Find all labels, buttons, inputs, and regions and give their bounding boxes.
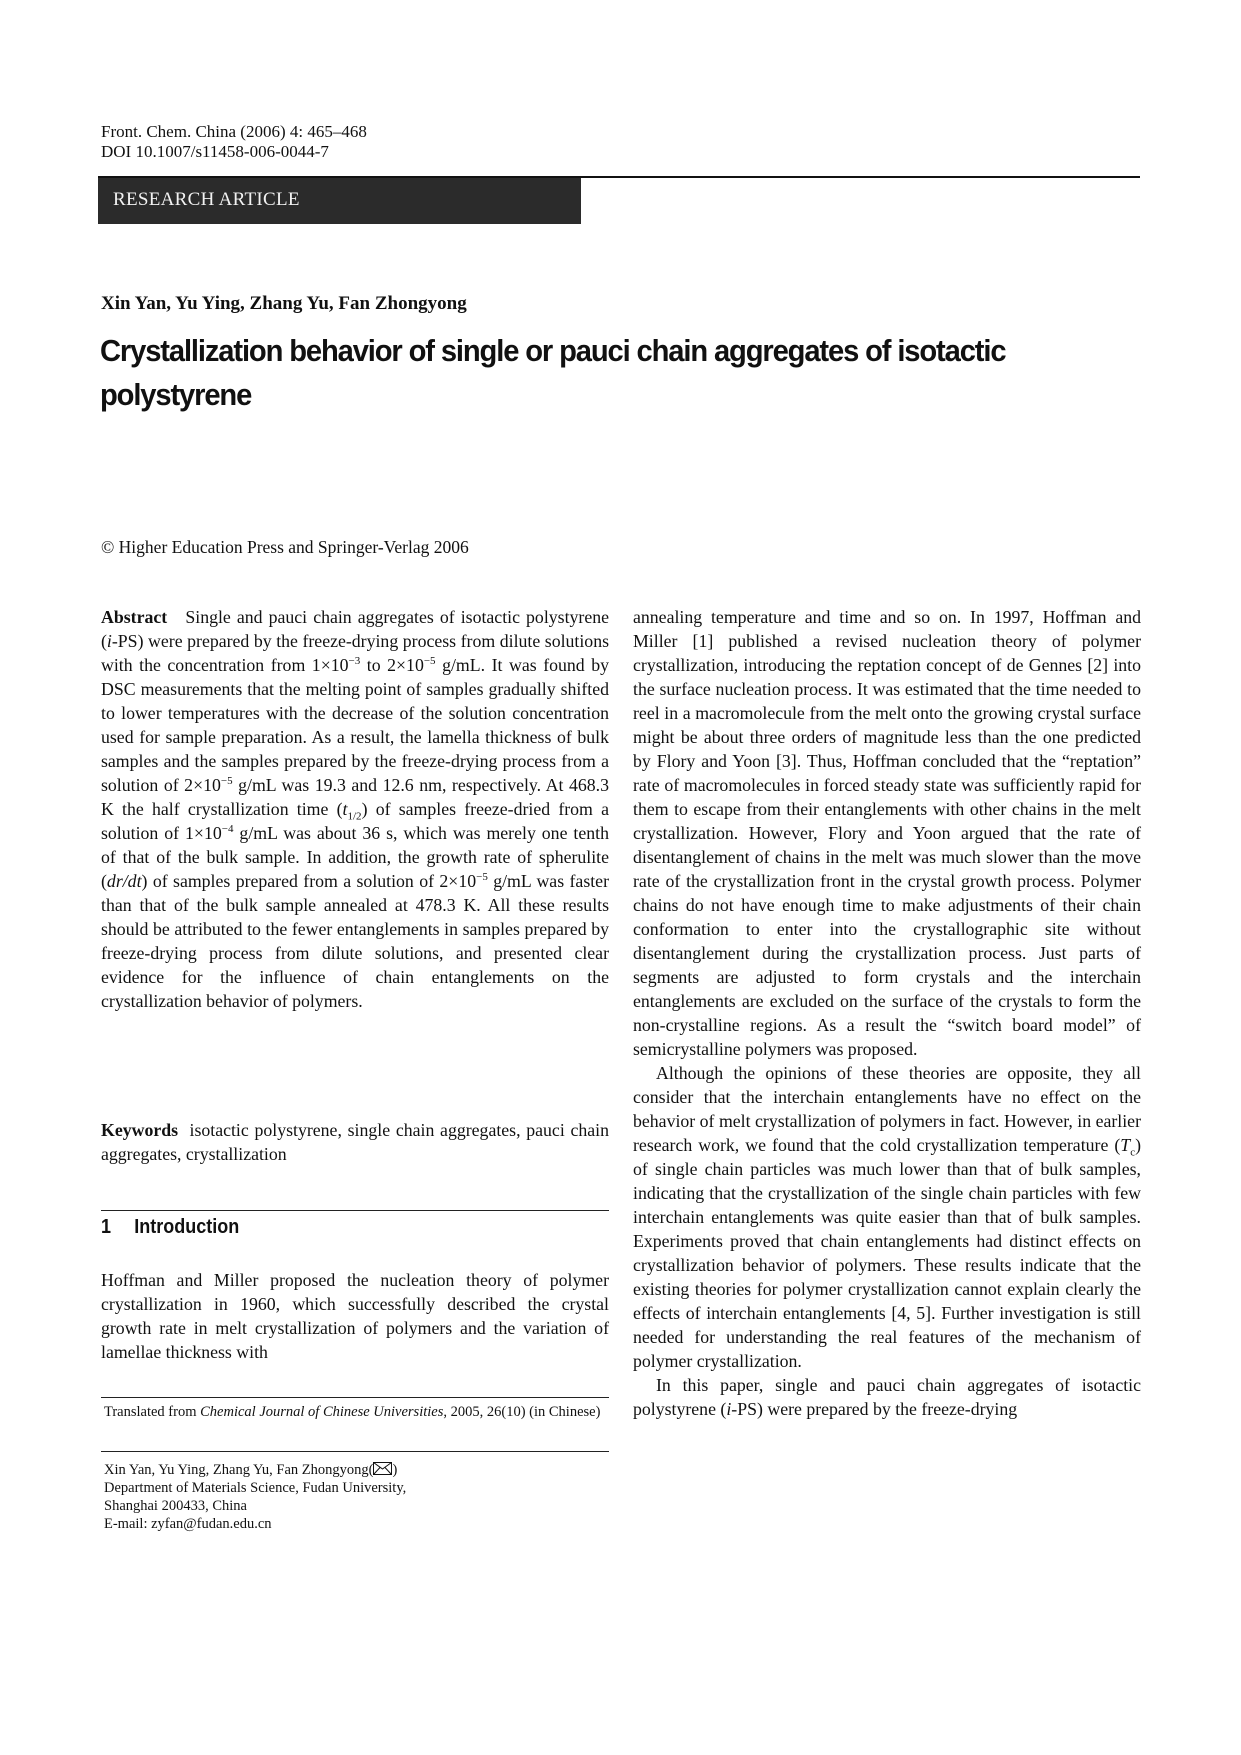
exponent: −5 — [476, 871, 488, 884]
paper-title: Crystallization behavior of single or pauci chain aggregates of isotactic polystyrene — [100, 333, 1006, 412]
paragraph-text: In this paper, single and pauci chain aggregates of isotactic polystyrene ( — [633, 1375, 1141, 1419]
section-rule — [101, 1210, 609, 1211]
introduction-text — [101, 1268, 609, 1364]
city: Shanghai 200433, China — [104, 1498, 247, 1514]
subscript: c — [1130, 1146, 1136, 1159]
envelope-icon — [373, 1462, 392, 1475]
paragraph: Hoffman and Miller proposed the nucleation theory of polymer crystallization in 1960, which successfully described the crystal growth rate in melt crystallization of polymers and the variation of lamellae thickness with — [101, 1270, 609, 1362]
article-type-label: RESEARCH ARTICLE — [113, 189, 300, 210]
footnote-rule — [101, 1451, 609, 1452]
exponent: −5 — [423, 655, 436, 668]
email: E-mail: zyfan@fudan.edu.cn — [104, 1516, 272, 1532]
footnote-text: Translated from — [104, 1404, 201, 1420]
copyright-notice: © Higher Education Press and Springer-Verlag 2006 — [101, 537, 469, 557]
abstract-text: t — [342, 799, 348, 819]
section-heading — [101, 1216, 239, 1239]
keywords-label: Keywords — [101, 1120, 179, 1140]
paragraph-text: -PS) were prepared by the freeze-drying — [731, 1399, 1018, 1419]
keywords-text: isotactic polystyrene, single chain aggregates, pauci chain aggregates, crystallization — [101, 1120, 609, 1164]
abstract-text: g/mL was about 36 s, which was merely one tenth of that of the bulk sample. In addition, the growth rate of spherulite ( — [101, 823, 609, 891]
abstract-text: Single and pauci chain aggregates of isotactic polystyrene ( — [101, 607, 609, 651]
abstract-text: g/mL was faster than that of the bulk sample annealed at 478.3 K. All these results should be attributed to the fewer entanglements in samples prepared by freeze-drying process from dilute solutions, and presented clear evidence for the influence of chain entanglements on the crystallization behavior of polymers. — [101, 871, 609, 1011]
department: Department of Materials Science, Fudan University, — [104, 1480, 407, 1496]
abstract — [101, 605, 609, 1013]
abstract-text: g/mL. It was found by DSC measurements that the melting point of samples gradually shifted to lower temperatures with the decrease of the solution concentration used for sample preparation. As a result, the lamella thickness of bulk samples and the samples prepared by the freeze-drying process from a solution of 2×10 — [101, 655, 609, 795]
translation-note — [104, 1403, 604, 1421]
exponent: −5 — [220, 775, 233, 788]
abstract-text: g/mL was 19.3 and 12.6 nm, respectively. At 468.3 K the half crystallization time ( — [101, 775, 609, 819]
paragraph: annealing temperature and time and so on. In 1997, Hoffman and Miller [1] published a revised nucleation theory of polymer crystallization, introducing the reptation concept of de Gennes [2] into the surface nucleation process. It was estimated that the time needed to reel in a macromolecule from the melt onto the growing crystal surface might be about three orders of magnitude less than the one predicted by Flory and Yoon [3]. Thus, Hoffman concluded that the “reptation” rate of macromolecules in forced steady state was sufficiently rapid for them to escape from their entanglements with other chains in the melt crystallization. However, Flory and Yoon argued that the rate of disentanglement of chains in the melt was much slower than the move rate of the crystallization front in the crystal growth process. Polymer chains do not have enough time to make adjustments of their chain conformation to enter into the crystallographic site without disentanglement during the crystallization process. Just parts of segments are adjusted to form crystals and the interchain entanglements are excluded on the surface of the crystals to form the non-crystalline regions. As a result the “switch board model” of semicrystalline polymers was proposed. — [633, 607, 1141, 1059]
footnote-journal: Chemical Journal of Chinese Universities — [200, 1404, 444, 1420]
abstract-text: ) of samples freeze-dried from a solution of 1×10 — [101, 799, 609, 843]
paragraph-text: Although the opinions of these theories are opposite, they all consider that the interchain entanglements have no effect on the behavior of melt crystallization of polymers in fact. However, in earlier research work, we found that the cold crystallization temperature ( — [633, 1063, 1141, 1155]
abstract-label: Abstract — [101, 607, 168, 627]
paragraph-text: i — [726, 1399, 732, 1419]
right-column — [633, 605, 1141, 1421]
abstract-text: ) of samples prepared from a solution of 2×10 — [141, 871, 477, 891]
subscript: 1/2 — [347, 810, 362, 823]
paragraph — [633, 1061, 1141, 1373]
paragraph — [633, 1373, 1141, 1421]
section-title: Introduction — [134, 1216, 240, 1238]
doi: DOI 10.1007/s11458-006-0044-7 — [101, 142, 329, 161]
abstract-text: to 2×10 — [360, 655, 424, 675]
exponent: −3 — [348, 655, 361, 668]
journal-meta — [101, 122, 367, 162]
paragraph-text: T — [1120, 1135, 1131, 1155]
footnote-rule — [101, 1397, 609, 1398]
section-number: 1 — [101, 1216, 112, 1238]
footnote-text: , 2005, 26(10) (in Chinese) — [443, 1404, 601, 1420]
article-type-banner — [98, 178, 581, 224]
footnote-authors: ) — [392, 1462, 398, 1478]
abstract-text: -PS) were prepared by the freeze-drying process from dilute solutions with the concentration from 1×10 — [101, 631, 609, 675]
footnote-authors: Xin Yan, Yu Ying, Zhang Yu, Fan Zhongyong( — [104, 1462, 374, 1478]
author-list: Xin Yan, Yu Ying, Zhang Yu, Fan Zhongyong — [101, 293, 467, 314]
keywords — [101, 1118, 609, 1166]
paragraph-text: ) of single chain particles was much lower than that of bulk samples, indicating that the crystallization of the single chain particles with few interchain entanglements was quite easier than that of bulk samples. Experiments proved that chain entanglements had distinct effects on crystallization behavior of polymers. These results indicate that the existing theories for polymer crystallization cannot explain clearly the effects of interchain entanglements [4, 5]. Further investigation is still needed for understanding the real features of the mechanism of polymer crystallization. — [633, 1135, 1141, 1371]
abstract-text: dr/dt — [106, 871, 142, 891]
abstract-text: i — [106, 631, 112, 651]
author-affiliation — [104, 1461, 604, 1533]
journal-citation: Front. Chem. China (2006) 4: 465–468 — [101, 122, 367, 141]
exponent: −4 — [221, 823, 234, 836]
